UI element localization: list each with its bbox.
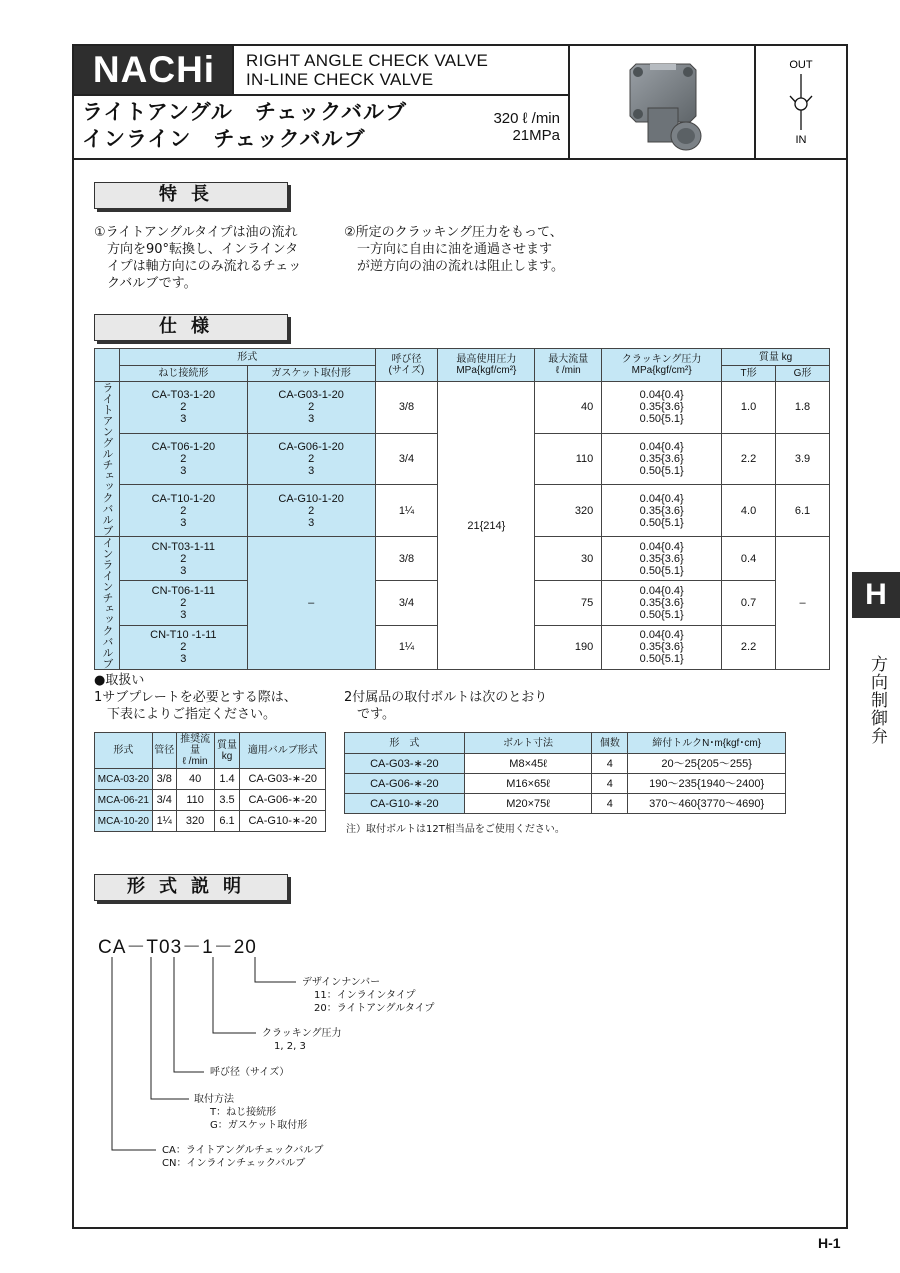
handling-title: ●取扱い xyxy=(94,673,145,688)
feature-1: ①ライトアングルタイプは油の流れ 方向を90°転換し、インラインタ イプは軸方向にのみ流れるチェッ クバルブです。 xyxy=(94,225,302,291)
page-number: H-1 xyxy=(818,1235,841,1251)
mounting-label: 取付方法 T：ねじ接続形 G：ガスケット取付形 xyxy=(194,1094,308,1131)
design-number-label: デザインナンバー 11：インラインタイプ 20：ライトアングルタイプ xyxy=(302,977,435,1014)
table-row: MCA-06-21 3/4 110 3.5 CA-G06-∗-20 xyxy=(95,790,326,811)
size-label: 呼び径（サイズ） xyxy=(210,1067,290,1078)
nachi-logo: NACHi xyxy=(74,46,234,94)
table-row: MCA-10-20 1¼ 320 6.1 CA-G10-∗-20 xyxy=(95,811,326,832)
features-heading: 特長 xyxy=(94,182,288,209)
handling-note-1: 1サブプレートを必要とする際は、 下表によりご指定ください。 xyxy=(94,690,297,722)
check-valve-symbol xyxy=(756,46,846,158)
japanese-title: ライトアングル チェックバルブ インライン チェックバルブ xyxy=(82,100,407,151)
subplate-table: 形式 管径 推奨流量 ℓ /min 質量 kg 適用バルブ形式 MCA-03-20 3/8 40 1.4 CA-G03-∗-20 MCA-06-21 3/4 110 3.5 CA-G06-∗-20 MCA-10-20 1¼ 320 6.1 CA-G10-∗-20 xyxy=(94,732,326,832)
table-row: ライトアングルチェックバルブ CA-T03-1-20 2 3 CA-G03-1-20 2 3 3/8 21{214} 40 0.04{0.4} 0.35{3.6} 0.50{5.1} 1.0 1.8 xyxy=(95,382,830,434)
table-row: CA-T06-1-20 2 3 CA-G06-1-20 2 3 3/4 110 0.04{0.4} 0.35{3.6} 0.50{5.1} 2.2 3.9 xyxy=(95,433,830,485)
feature-2: ②所定のクラッキング圧力をもって、 一方向に自由に油を通過させます が逆方向の油の流れは阻止します。 xyxy=(344,225,564,274)
symbol-in-label: IN xyxy=(795,134,807,146)
valve-photo xyxy=(614,56,714,152)
cracking-pressure-label: クラッキング圧力 1, 2, 3 xyxy=(262,1028,342,1052)
type-label: CA：ライトアングルチェックバルブ CN：インラインチェックバルブ xyxy=(162,1145,324,1169)
ratings: 320 ℓ /min 21MPa xyxy=(493,110,560,144)
symbol-out-label: OUT xyxy=(789,59,813,71)
spec-heading: 仕様 xyxy=(94,314,288,341)
spec-table: 形式 呼び径 (サイズ) 最高使用圧力 MPa{kgf/cm²} 最大流量 ℓ /min クラッキング圧力 MPa{kgf/cm²} 質量 kg ねじ接続形 ガスケット取付形 T形 G形 ライトアングルチェックバルブ CA-T03-1-20 2 3 CA-G03-1-20 2 3 3/8 21{214} 40 0.04{0.4} 0.35{3.6} 0.50{5.1} 1.0 1.8 CA-T06-1-20 2 3 CA-G06-1-20 2 3 3/4 110 0.04{0.4} 0.35{3.6} 0.50{5.1} 2.2 3.9 CA-T10-1-20 2 3 CA-G10-1-20 2 3 1¼ 320 0.04{0.4} 0.35{3.6} 0.50{5.1} 4.0 6.1 インラインチェックバルブ CN-T03-1-11 2 3 – 3/8 30 0.04{0.4} 0.35{3.6} 0.50{5.1} 0.4 – CN-T06-1-11 2 3 3/4 75 0.04{0.4} 0.35{3.6} 0.50{5.1} 0.7 CN-T10 -1-11 2 3 1¼ 190 0.04{0.4} 0.35{3.6} 0.50{5.1} 2.2 xyxy=(94,348,830,670)
table-row: CA-T10-1-20 2 3 CA-G10-1-20 2 3 1¼ 320 0.04{0.4} 0.35{3.6} 0.50{5.1} 4.0 6.1 xyxy=(95,485,830,537)
model-code: CA－T03－1－20 xyxy=(98,937,257,958)
page-frame xyxy=(72,44,848,1229)
handling-note-2: 2付属品の取付ボルトは次のとおり です。 xyxy=(344,690,548,722)
section-tab: H xyxy=(852,572,900,618)
table-row: CN-T10 -1-11 2 3 1¼ 190 0.04{0.4} 0.35{3.6} 0.50{5.1} 2.2 xyxy=(95,625,830,669)
header xyxy=(74,46,846,160)
table-row: MCA-03-20 3/8 40 1.4 CA-G03-∗-20 xyxy=(95,769,326,790)
bolt-note: 注）取付ボルトは12T相当品をご使用ください。 xyxy=(346,824,565,835)
table-row: CA-G06-∗-20 M16×65ℓ 4 190～235{1940～2400} xyxy=(345,774,786,794)
table-row: CN-T06-1-11 2 3 3/4 75 0.04{0.4} 0.35{3.6} 0.50{5.1} 0.7 xyxy=(95,581,830,625)
table-row: インラインチェックバルブ CN-T03-1-11 2 3 – 3/8 30 0.04{0.4} 0.35{3.6} 0.50{5.1} 0.4 – xyxy=(95,537,830,581)
english-title: RIGHT ANGLE CHECK VALVE IN-LINE CHECK VALVE xyxy=(246,51,489,89)
bolt-table: 形 式 ボルト寸法 個数 締付トルクN･m{kgf･cm} CA-G03-∗-20 M8×45ℓ 4 20～25{205～255} CA-G06-∗-20 M16×65ℓ 4 190～235{1940～2400} CA-G10-∗-20 M20×75ℓ 4 370～460{3770～4690} xyxy=(344,732,786,814)
model-heading: 形式説明 xyxy=(94,874,288,901)
section-tab-label: 方向制御弁 xyxy=(867,655,887,745)
table-row: CA-G10-∗-20 M20×75ℓ 4 370～460{3770～4690} xyxy=(345,794,786,814)
table-row: CA-G03-∗-20 M8×45ℓ 4 20～25{205～255} xyxy=(345,754,786,774)
